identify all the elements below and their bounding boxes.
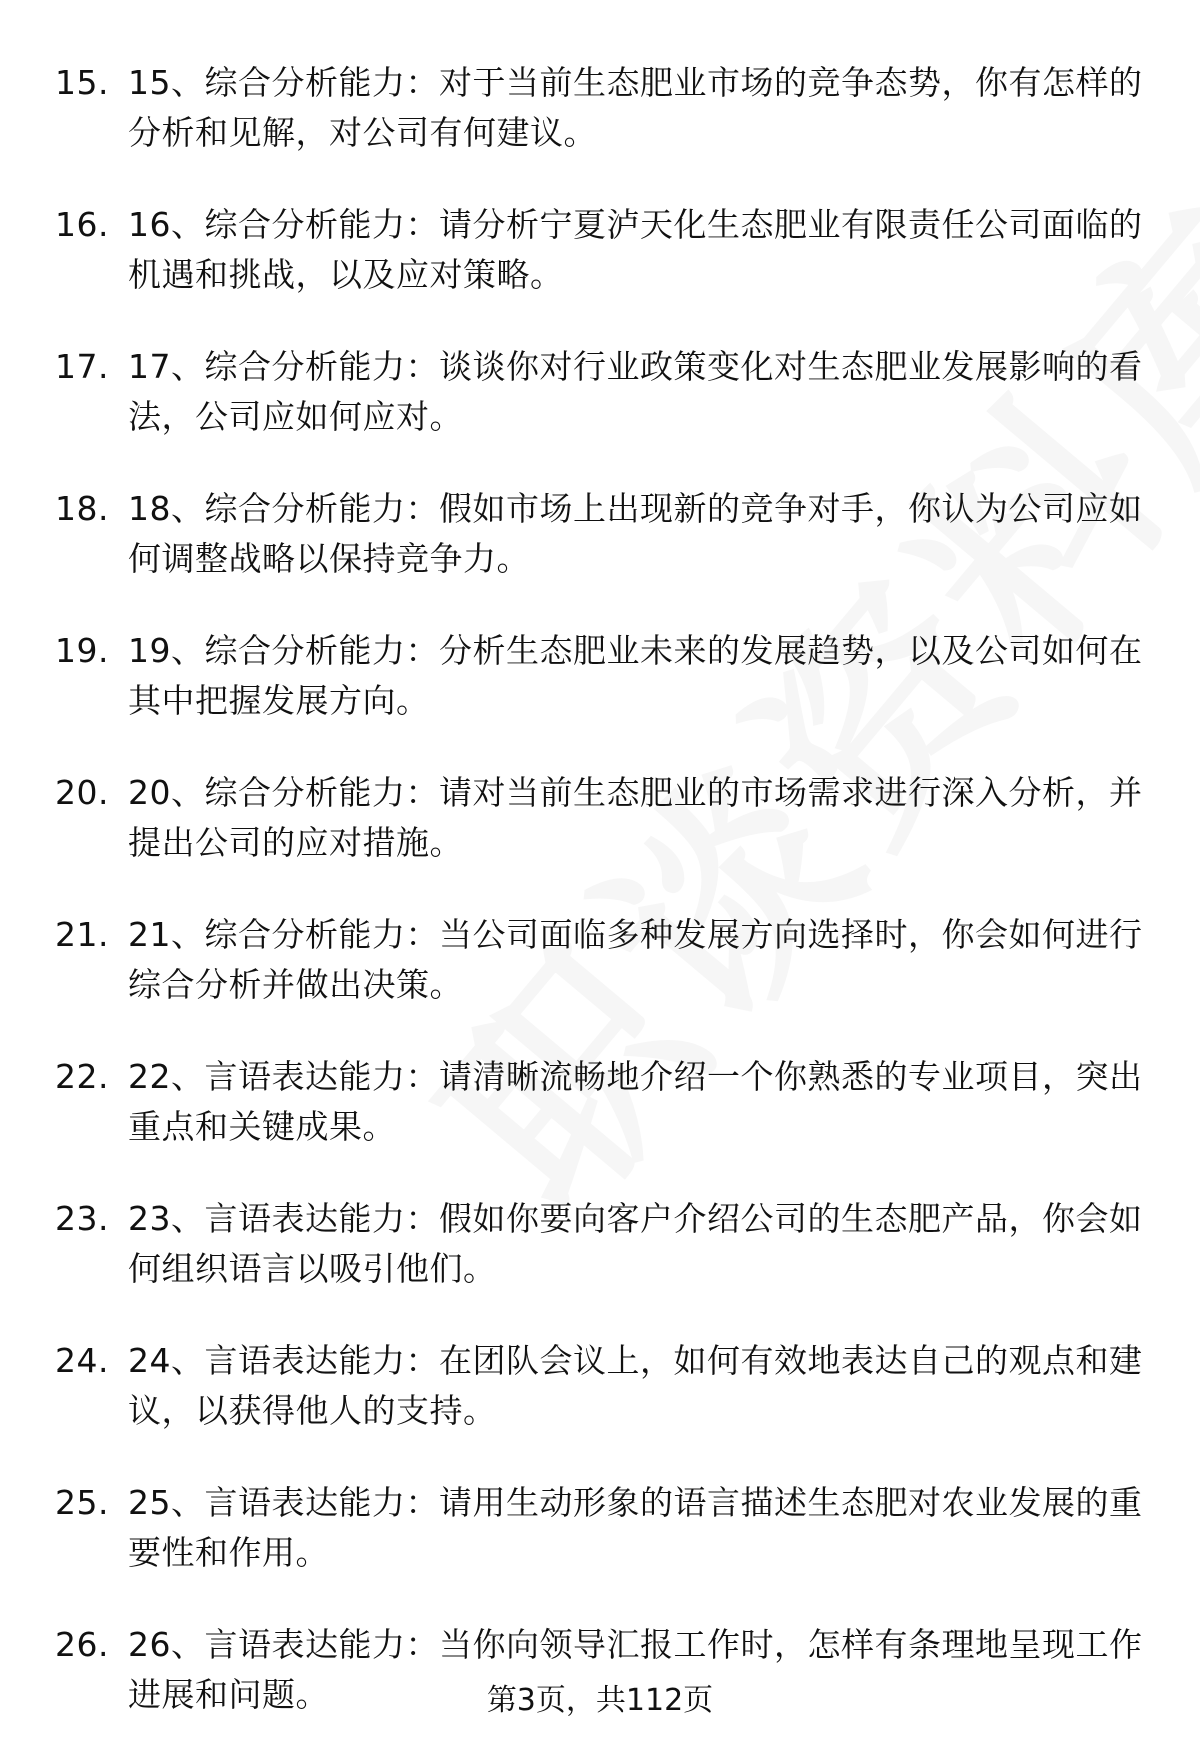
item-number: 17. xyxy=(55,347,109,386)
list-item xyxy=(55,768,1145,868)
item-text: 25、言语表达能力：请用生动形象的语言描述生态肥对农业发展的重要性和作用。 xyxy=(128,1483,1143,1572)
list-item xyxy=(55,1052,1145,1152)
item-number: 25. xyxy=(55,1483,109,1522)
list-item xyxy=(55,910,1145,1010)
item-number: 26. xyxy=(55,1625,109,1664)
item-text: 17、综合分析能力：谈谈你对行业政策变化对生态肥业发展影响的看法，公司应如何应对。 xyxy=(128,347,1143,436)
item-text: 23、言语表达能力：假如你要向客户介绍公司的生态肥产品，你会如何组织语言以吸引他们。 xyxy=(128,1199,1143,1288)
item-number: 19. xyxy=(55,631,109,670)
item-text: 19、综合分析能力：分析生态肥业未来的发展趋势，以及公司如何在其中把握发展方向。 xyxy=(128,631,1143,720)
page-number-label: 第3页，共112页 xyxy=(486,1683,714,1718)
item-text: 21、综合分析能力：当公司面临多种发展方向选择时，你会如何进行综合分析并做出决策。 xyxy=(128,915,1143,1004)
list-item xyxy=(55,1336,1145,1436)
list-item xyxy=(55,200,1145,300)
item-text: 18、综合分析能力：假如市场上出现新的竞争对手，你认为公司应如何调整战略以保持竞争力。 xyxy=(128,489,1143,578)
item-number: 20. xyxy=(55,773,109,812)
item-text: 15、综合分析能力：对于当前生态肥业市场的竞争态势，你有怎样的分析和见解，对公司有何建议。 xyxy=(128,63,1143,152)
item-number: 18. xyxy=(55,489,109,528)
item-number: 15. xyxy=(55,63,109,102)
list-item xyxy=(55,1194,1145,1294)
item-text: 16、综合分析能力：请分析宁夏泸天化生态肥业有限责任公司面临的机遇和挑战，以及应对策略。 xyxy=(128,205,1143,294)
item-number: 22. xyxy=(55,1057,109,1096)
item-number: 21. xyxy=(55,915,109,954)
list-item xyxy=(55,58,1145,158)
item-text: 22、言语表达能力：请清晰流畅地介绍一个你熟悉的专业项目，突出重点和关键成果。 xyxy=(128,1057,1143,1146)
item-number: 24. xyxy=(55,1341,109,1380)
list-item xyxy=(55,626,1145,726)
item-number: 23. xyxy=(55,1199,109,1238)
item-text: 26、言语表达能力：当你向领导汇报工作时，怎样有条理地呈现工作进展和问题。 xyxy=(128,1625,1143,1714)
list-item xyxy=(55,342,1145,442)
question-list xyxy=(55,58,1145,1762)
item-text: 20、综合分析能力：请对当前生态肥业的市场需求进行深入分析，并提出公司的应对措施。 xyxy=(128,773,1143,862)
page-footer xyxy=(0,1681,1200,1721)
item-number: 16. xyxy=(55,205,109,244)
list-item xyxy=(55,484,1145,584)
item-text: 24、言语表达能力：在团队会议上，如何有效地表达自己的观点和建议，以获得他人的支持。 xyxy=(128,1341,1143,1430)
list-item xyxy=(55,1478,1145,1578)
